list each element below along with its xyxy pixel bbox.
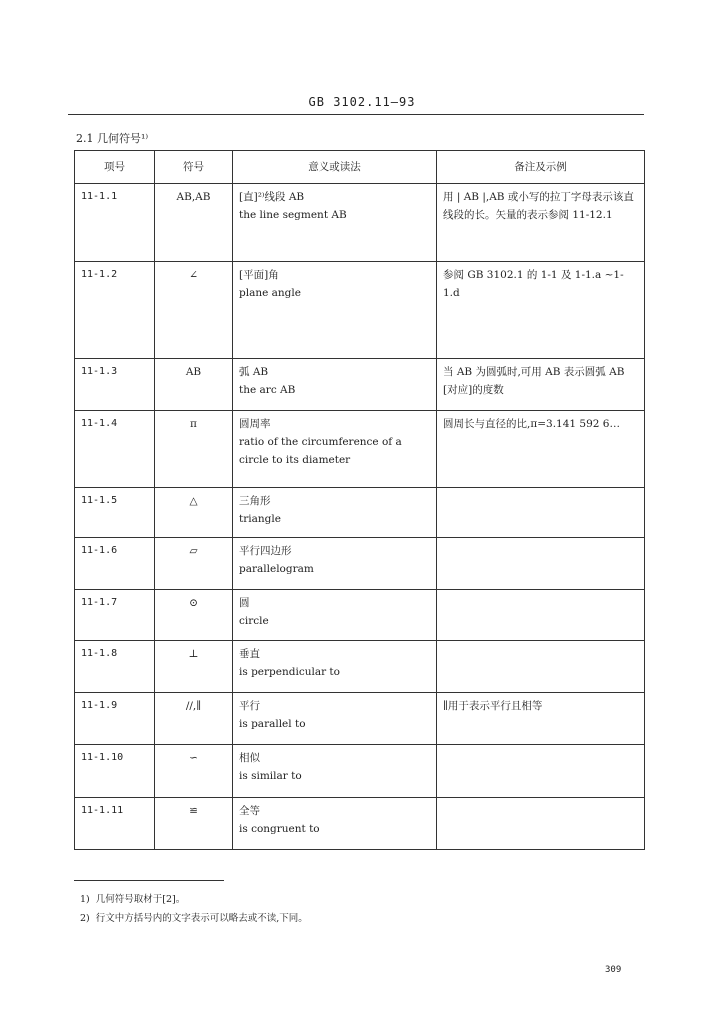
meaning-en: is perpendicular to (239, 665, 340, 678)
remark: ∥用于表示平行且相等 (437, 693, 645, 745)
meaning-zh: 圆周率 (239, 418, 271, 431)
meaning-en: the line segment AB (239, 209, 347, 221)
table-row (75, 359, 645, 411)
meaning-en: ratio of the circumference of a circle to its diameter (239, 436, 402, 467)
item-number: 11-1.5 (75, 487, 155, 537)
meaning (233, 411, 437, 487)
meaning-en: plane angle (239, 287, 301, 300)
item-number: 11-1.9 (75, 693, 155, 745)
meaning (233, 487, 437, 537)
meaning-en: parallelogram (239, 563, 314, 576)
remark (437, 640, 645, 692)
table-row (75, 745, 645, 797)
page-number: 309 (605, 965, 622, 975)
symbol: ⊙ (155, 590, 233, 640)
item-number: 11-1.2 (75, 262, 155, 359)
remark: 参阅 GB 3102.1 的 1-1 及 1-1.a ~1-1.d (437, 262, 645, 359)
footnote-mark: 2) (80, 913, 90, 924)
symbol: ▱ (155, 538, 233, 590)
column-header-item-no: 项号 (75, 151, 155, 184)
table-row (75, 640, 645, 692)
footnote-text: 行文中方括号内的文字表示可以略去或不读,下同。 (95, 913, 308, 924)
item-number: 11-1.6 (75, 538, 155, 590)
item-number: 11-1.4 (75, 411, 155, 487)
footnote-text: 几何符号取材于[2]。 (95, 894, 186, 905)
column-header-meaning: 意义或读法 (233, 151, 437, 184)
remark (437, 487, 645, 537)
meaning-zh: 平行 (239, 700, 260, 713)
symbol: ∽ (155, 745, 233, 797)
meaning-zh: 弧 AB (239, 366, 269, 379)
table-row (75, 797, 645, 849)
table-row (75, 487, 645, 537)
column-header-remarks: 备注及示例 (437, 151, 645, 184)
remark: 用 | AB |,AB 或小写的拉丁字母表示该直线段的长。矢量的表示参阅 11-12.1 (437, 184, 645, 262)
item-number: 11-1.8 (75, 640, 155, 692)
geometry-symbols-table (74, 150, 645, 850)
meaning-zh: 全等 (239, 804, 260, 817)
meaning-en: is similar to (239, 770, 302, 783)
item-number: 11-1.11 (75, 797, 155, 849)
section-title: 2.1 几何符号¹⁾ (76, 132, 149, 145)
header-rule (68, 114, 644, 115)
meaning (233, 590, 437, 640)
remark (437, 745, 645, 797)
remark: 圆周长与直径的比,π=3.141 592 6… (437, 411, 645, 487)
symbol: AB,AB (155, 184, 233, 262)
column-header-symbol: 符号 (155, 151, 233, 184)
symbol: ⊥ (155, 640, 233, 692)
meaning (233, 745, 437, 797)
symbol: ∠ (155, 262, 233, 359)
meaning-zh: [直]²⁾线段 AB (239, 191, 305, 203)
symbol: ≌ (155, 797, 233, 849)
meaning (233, 184, 437, 262)
meaning-zh: 相似 (239, 752, 260, 765)
meaning-zh: [平面]角 (239, 269, 279, 282)
remark (437, 538, 645, 590)
remark (437, 590, 645, 640)
symbol: π (155, 411, 233, 487)
footnotes (80, 890, 314, 928)
meaning-en: triangle (239, 512, 281, 525)
table-row (75, 411, 645, 487)
meaning-zh: 三角形 (239, 494, 271, 507)
symbol: //,∥ (155, 693, 233, 745)
table-row (75, 590, 645, 640)
table-header-row (75, 151, 645, 184)
item-number: 11-1.1 (75, 184, 155, 262)
meaning-zh: 垂直 (239, 647, 260, 660)
symbol: AB (155, 359, 233, 411)
standard-header: GB 3102.11—93 (308, 95, 416, 109)
meaning (233, 359, 437, 411)
footnote-rule (74, 880, 224, 881)
meaning-zh: 圆 (239, 597, 250, 610)
footnote (80, 909, 314, 928)
table-row (75, 262, 645, 359)
meaning-en: is congruent to (239, 822, 320, 835)
symbol: △ (155, 487, 233, 537)
item-number: 11-1.10 (75, 745, 155, 797)
meaning-en: is parallel to (239, 718, 306, 731)
meaning (233, 693, 437, 745)
remark: 当 AB 为圆弧时,可用 AB 表示圆弧 AB [对应]的度数 (437, 359, 645, 411)
table-row (75, 538, 645, 590)
footnote-mark: 1) (80, 894, 90, 905)
table-row (75, 184, 645, 262)
meaning (233, 538, 437, 590)
item-number: 11-1.7 (75, 590, 155, 640)
meaning (233, 797, 437, 849)
meaning-en: the arc AB (239, 384, 296, 397)
meaning (233, 262, 437, 359)
table-row (75, 693, 645, 745)
meaning (233, 640, 437, 692)
remark (437, 797, 645, 849)
footnote (80, 890, 314, 909)
meaning-en: circle (239, 615, 269, 628)
meaning-zh: 平行四边形 (239, 545, 292, 558)
item-number: 11-1.3 (75, 359, 155, 411)
